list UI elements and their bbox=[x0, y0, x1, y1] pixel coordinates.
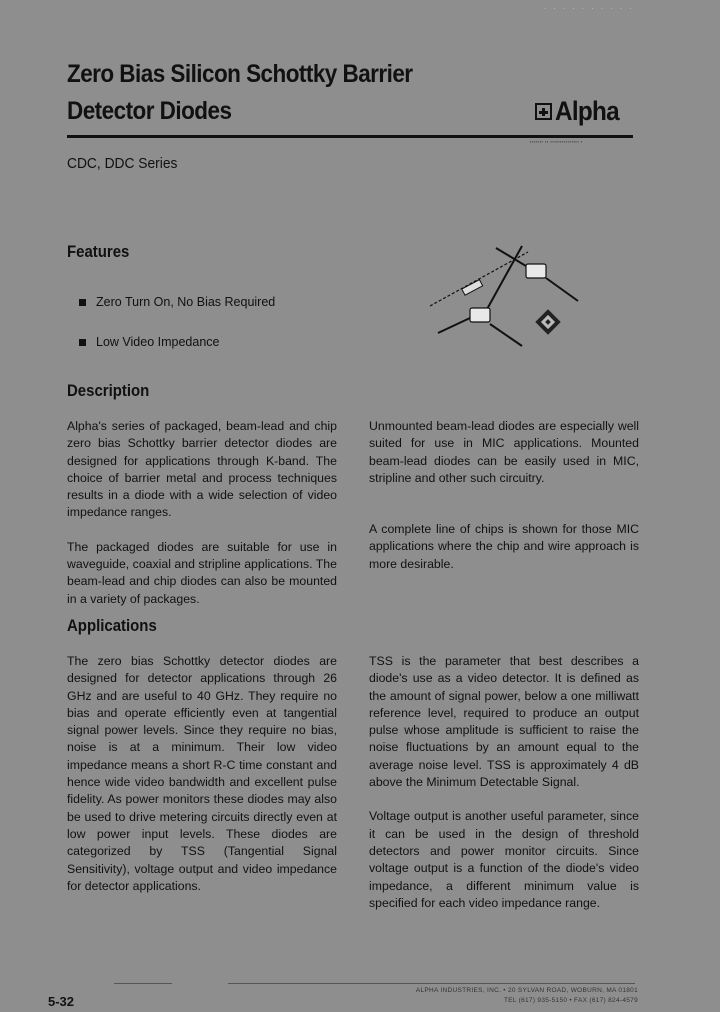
brand-logo bbox=[535, 96, 626, 127]
title-line-2: Detector Diodes bbox=[67, 97, 232, 125]
rule-fine-print: ▪▪▪▪▪▪▪ ▪▪ ▪▪▪▪▪▪▪▪▪▪▪▪▪▪▪ ▪ bbox=[530, 139, 583, 144]
applications-right-column bbox=[369, 653, 639, 912]
description-right-column bbox=[369, 418, 639, 573]
brand-name: Alpha bbox=[555, 96, 619, 126]
beam-lead-wire bbox=[546, 278, 578, 301]
paragraph: Unmounted beam-lead diodes are especially well suited for use in MIC applications. Mounted beam-lead diodes can be easily used in MIC, stripline and other such circuitry. bbox=[369, 419, 639, 485]
applications-heading: Applications bbox=[67, 616, 157, 635]
footer-rule bbox=[228, 983, 635, 984]
beam-lead-package bbox=[526, 264, 546, 278]
feature-text: Low Video Impedance bbox=[96, 335, 220, 349]
paragraph: Alpha's series of packaged, beam-lead and chip zero bias Schottky barrier detector diodes are designed for applications through K-band. The choice of barrier metal and process techniques results in a diode with a wide selection of video impedance ranges. bbox=[67, 419, 337, 520]
title-line-1: Zero Bias Silicon Schottky Barrier bbox=[67, 60, 413, 88]
diode-packages-illustration bbox=[418, 238, 588, 350]
description-left-column bbox=[67, 418, 337, 608]
beam-lead-package bbox=[470, 308, 490, 322]
footer-contact: TEL (617) 935-5150 • FAX (617) 824-4579 bbox=[503, 997, 638, 1004]
chip-diode bbox=[535, 309, 560, 334]
header-rule bbox=[67, 135, 633, 138]
page-number: 5-32 bbox=[48, 994, 75, 1009]
scan-artifact: · · · · · · · · · · bbox=[543, 3, 634, 13]
bullet-square-icon bbox=[79, 339, 86, 346]
axial-diode-body bbox=[462, 280, 483, 296]
series-label: CDC, DDC Series bbox=[67, 155, 178, 172]
paragraph: Voltage output is another useful parameter, since it can be used in the design of threshold detectors and power monitor circuits. Since voltage output is a function of the diode's video impedance, a different minimum value is specified for each video impedance range. bbox=[369, 809, 639, 910]
paragraph: The zero bias Schottky detector diodes are designed for detector applications through 26 GHz and are useful to 40 GHz. They require no bias and operate efficiently even at tangential signal power levels. Since they require no bias, noise is at a minimum. Their low video impedance means a short R-C time constant and hence wide video bandwidth and excellent pulse fidelity. As power monitors these diodes may also be used to drive metering circuits directly even at low power input levels. These diodes are categorized by TSS (Tangential Signal Sensitivity), voltage output and video impedance for detector applications. bbox=[67, 654, 337, 893]
paragraph: TSS is the parameter that best describes a diode's use as a video detector. It is defined as the amount of signal power, below a one milliwatt reference level, required to produce an output pulse whose amplitude is sufficient to raise the noise fluctuations by an amount equal to the average noise level. TSS is approximately 4 dB above the Minimum Detectable Signal. bbox=[369, 654, 639, 790]
footer-address: ALPHA INDUSTRIES, INC. • 20 SYLVAN ROAD, WOBURN, MA 01801 bbox=[415, 987, 638, 994]
paragraph: The packaged diodes are suitable for use in waveguide, coaxial and stripline applications. The beam-lead and chip diodes can also be mounted in a variety of packages. bbox=[67, 539, 337, 606]
alpha-logo-icon bbox=[535, 103, 552, 120]
beam-lead-wire bbox=[490, 324, 522, 346]
axial-lead-wire bbox=[430, 252, 528, 306]
paragraph: A complete line of chips is shown for those MIC applications where the chip and wire approach is more desirable. bbox=[369, 522, 639, 571]
feature-item bbox=[79, 335, 219, 349]
bullet-square-icon bbox=[79, 299, 86, 306]
beam-lead-wire bbox=[438, 318, 470, 333]
footer-rule bbox=[114, 983, 172, 984]
beam-lead-wire bbox=[496, 248, 526, 266]
beam-lead-wire bbox=[486, 246, 522, 311]
feature-item bbox=[79, 295, 275, 309]
description-heading: Description bbox=[67, 381, 150, 400]
feature-text: Zero Turn On, No Bias Required bbox=[96, 295, 276, 309]
page-title bbox=[67, 56, 445, 130]
features-heading: Features bbox=[67, 242, 130, 261]
applications-left-column bbox=[67, 653, 337, 895]
